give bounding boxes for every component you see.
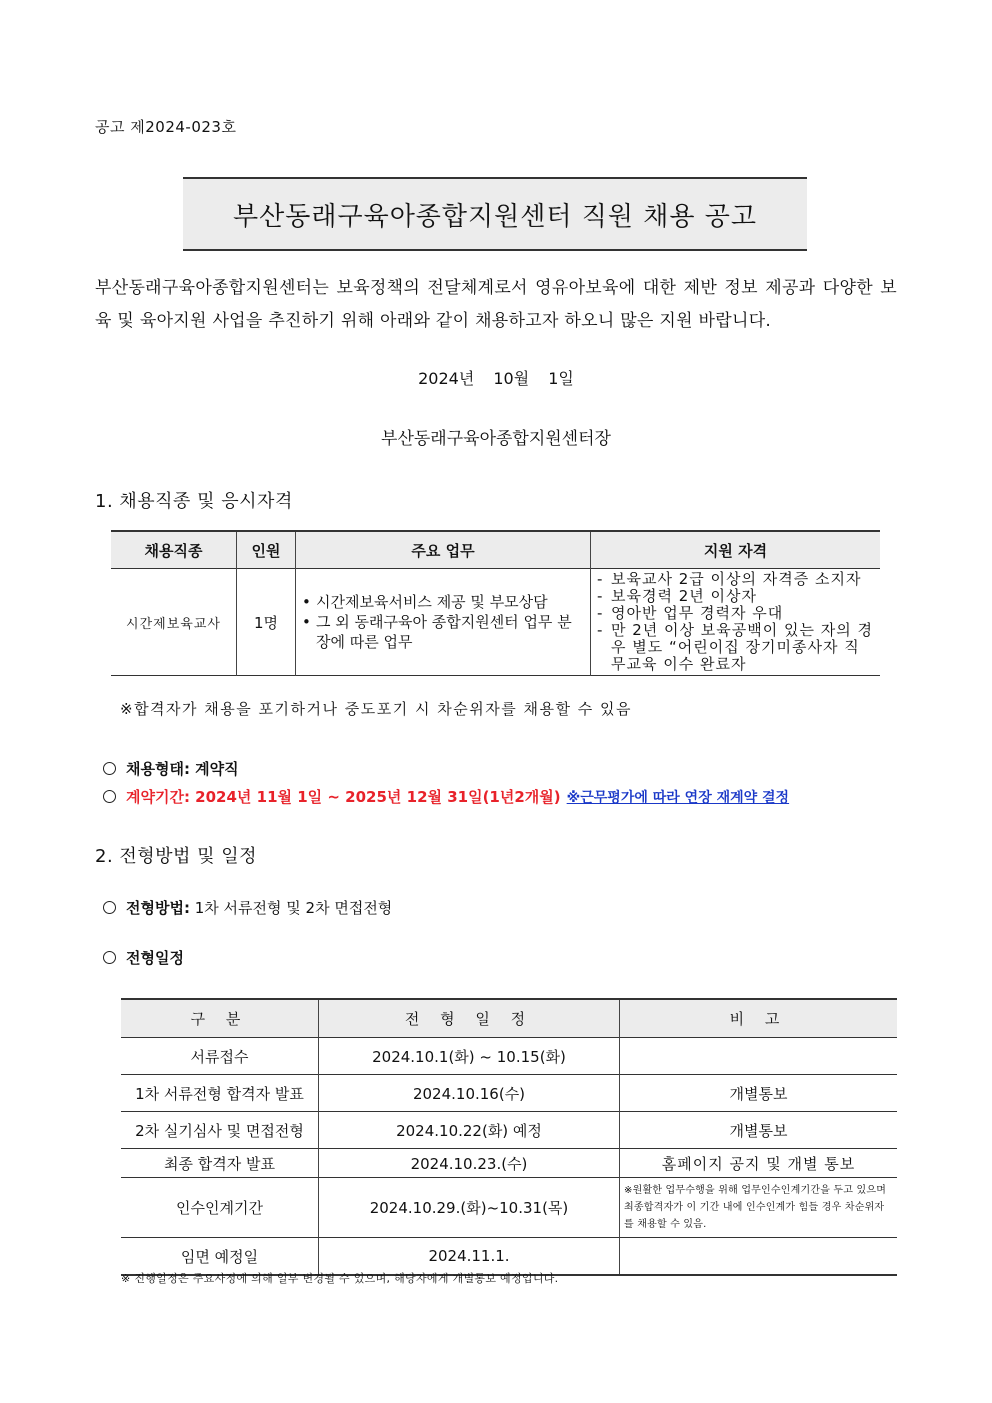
count-cell: 1명 (237, 569, 296, 676)
page-title-text: 부산동래구육아종합지원센터 직원 채용 공고 (233, 201, 757, 232)
table-row: 최종 합격자 발표 2024.10.23.(수) 홈페이지 공지 및 개별 통보 (121, 1149, 897, 1178)
table-row: 임면 예정일 2024.11.1. (121, 1238, 897, 1276)
intro-paragraph: 부산동래구육아종합지원센터는 보육정책의 전달체계로서 영유아보육에 대한 제반 정보 제공과 다양한 보육 및 육아지원 사업을 추진하기 위해 아래와 같이 채용하고자 하오니 많은 지원 바랍니다. (95, 278, 897, 331)
table-row (111, 569, 880, 676)
qualification-item: - 만 2년 이상 보육공백이 있는 자의 경우 별도 “어린이집 장기미종사자 직무교육 이수 완료자 (597, 621, 874, 673)
table-row: 서류접수 2024.10.1(화) ~ 10.15(화) (121, 1038, 897, 1075)
schedule-table (121, 998, 897, 1276)
contract-period (103, 786, 789, 807)
table-row: 인수인계기간 2024.10.29.(화)~10.31(목) ※원활한 업무수행을 위해 업무인수인계기간을 두고 있으며 최종합격자가 이 기간 내에 인수인계가 힘들 경우 차순위자를 채용할 수 있음. (121, 1178, 897, 1238)
selection-method: 전형방법: 1차 서류전형 및 2차 면접전형 (103, 897, 392, 918)
organization-head: 부산동래구육아종합지원센터장 (381, 429, 611, 449)
qualifications-cell (591, 569, 881, 676)
qualification-item: - 영아반 업무 경력자 우대 (597, 604, 784, 622)
qualification-item: - 보육경력 2년 이상자 (597, 587, 758, 605)
circle-bullet-icon (103, 901, 116, 914)
duty-item: • 시간제보육서비스 제공 및 부모상담 (302, 593, 548, 611)
schedule-note: ※ 진행일정은 주요사정에 의해 일부 변경될 수 있으며, 해당자에게 개별통보 예정입니다. (121, 1272, 559, 1285)
schedule-label: 전형일정 (103, 947, 184, 968)
section1-title: 1. 채용직종 및 응시자격 (95, 491, 293, 512)
job-cell: 시간제보육교사 (111, 569, 237, 676)
contract-note: ※근무평가에 따라 연장 재계약 결정 (566, 790, 790, 806)
circle-bullet-icon (103, 762, 116, 775)
header-date: 전 형 일 정 (319, 999, 620, 1038)
bullet-icon: • (302, 593, 311, 611)
contract-period-text: 계약기간: 2024년 11월 1일 ~ 2025년 12월 31일(1년2개월) (126, 788, 561, 806)
bullet-icon: • (302, 613, 311, 631)
qualification-item: - 보육교사 2급 이상의 자격증 소지자 (597, 570, 862, 588)
duty-item: • 그 외 동래구육아 종합지원센터 업무 분장에 따른 업무 (302, 613, 572, 651)
table-header-row (121, 999, 897, 1038)
header-count: 인원 (237, 531, 296, 569)
employment-type: 채용형태: 계약직 (103, 758, 239, 779)
table-row: 2차 실기심사 및 면접전형 2024.10.22(화) 예정 개별통보 (121, 1112, 897, 1149)
header-qualifications: 지원 자격 (591, 531, 881, 569)
duties-cell (296, 569, 591, 676)
table-row: 1차 서류전형 합격자 발표 2024.10.16(수) 개별통보 (121, 1075, 897, 1112)
header-duties: 주요 업무 (296, 531, 591, 569)
header-remark: 비 고 (620, 999, 898, 1038)
header-job: 채용직종 (111, 531, 237, 569)
notice-number: 공고 제2024-023호 (95, 118, 237, 136)
replacement-note: ※합격자가 채용을 포기하거나 중도포기 시 차순위자를 채용할 수 있음 (120, 700, 632, 718)
notice-date: 2024년 10월 1일 (418, 369, 574, 388)
section2-title: 2. 전형방법 및 일정 (95, 846, 258, 867)
table-header-row (111, 531, 880, 569)
header-item: 구 분 (121, 999, 319, 1038)
circle-bullet-icon (103, 790, 116, 803)
circle-bullet-icon (103, 951, 116, 964)
page-title (183, 177, 807, 251)
job-qualification-table (111, 530, 880, 676)
